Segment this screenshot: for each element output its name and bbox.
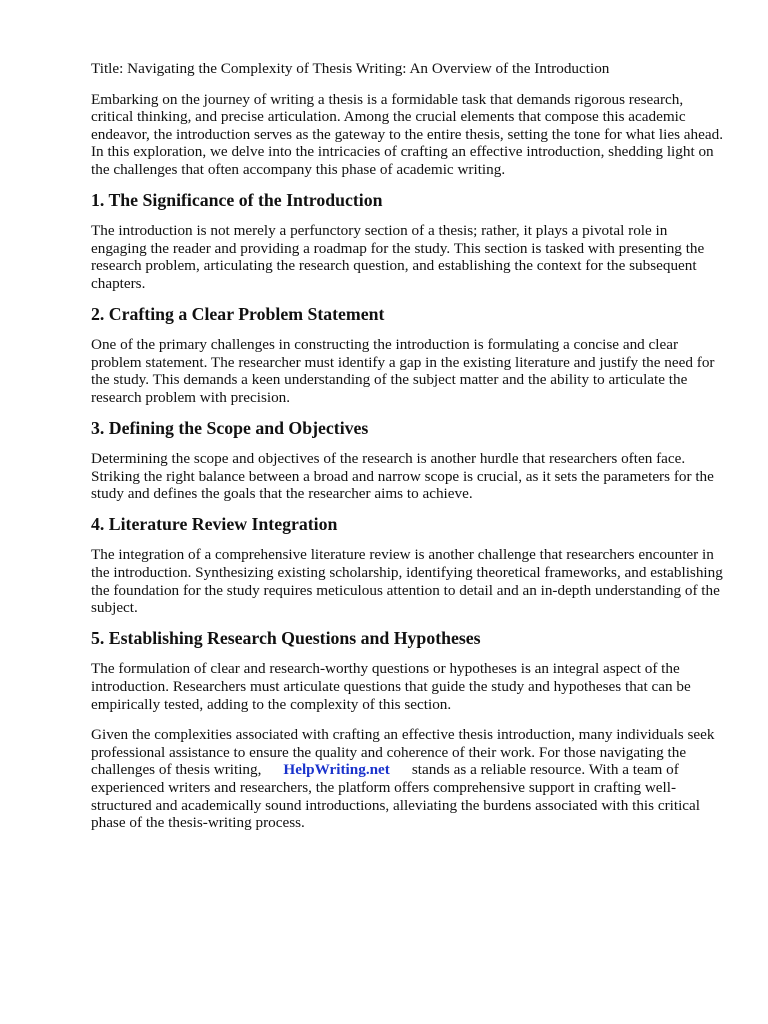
section-heading-1: 1. The Significance of the Introduction (91, 189, 383, 210)
document-page (91, 60, 723, 845)
closing-text-before-link: Given the complexities associated with crafting an effective thesis introduction, many individuals seek professional assistance to ensure the quality and coherence of their work. For those navigating the challenges of thesis writing, (91, 726, 715, 779)
closing-paragraph (91, 726, 723, 832)
section-heading-3: 3. Defining the Scope and Objectives (91, 417, 369, 438)
section-body-3: Determining the scope and objectives of the research is another hurdle that researchers often face. Striking the right balance between a broad and narrow scope is crucial, as it sets the parameters for the study and defines the goals that the researcher aims to achieve. (91, 450, 714, 503)
helpwriting-link[interactable]: HelpWriting.net (283, 761, 390, 779)
closing-text-after-link: stands as a reliable resource. With a team of experienced writers and researchers, the platform offers comprehensive support in crafting well-structured and academically sound introductions, alleviating the burdens associated with this critical phase of the thesis-writing process. (91, 761, 701, 832)
section-heading-5: 5. Establishing Research Questions and Hypotheses (91, 627, 481, 648)
section-heading-2: 2. Crafting a Clear Problem Statement (91, 303, 385, 324)
section-heading-4: 4. Literature Review Integration (91, 513, 338, 534)
section-body-5: The formulation of clear and research-worthy questions or hypotheses is an integral aspect of the introduction. Researchers must articulate questions that guide the study and hypotheses that can be empirically tested, adding to the complexity of this section. (91, 660, 691, 713)
document-title: Title: Navigating the Complexity of Thesis Writing: An Overview of the Introduction (91, 60, 610, 77)
section-body-1: The introduction is not merely a perfunctory section of a thesis; rather, it plays a pivotal role in engaging the reader and providing a roadmap for the study. This section is tasked with presenting the research problem, articulating the research question, and establishing the context for the subsequent chapters. (91, 222, 705, 292)
section-body-4: The integration of a comprehensive literature review is another challenge that researchers encounter in the introduction. Synthesizing existing scholarship, identifying theoretical frameworks, and establishing the foundation for the study requires meticulous attention to detail and an in-depth understanding of the subject. (91, 546, 723, 617)
intro-paragraph: Embarking on the journey of writing a thesis is a formidable task that demands rigorous research, critical thinking, and precise articulation. Among the crucial elements that compose this academic endeavor, the introduction serves as the gateway to the entire thesis, setting the tone for what lies ahead. In this exploration, we delve into the intricacies of crafting an effective introduction, shedding light on the challenges that often accompany this phase of academic writing. (91, 90, 724, 178)
section-body-2: One of the primary challenges in constructing the introduction is formulating a concise and clear problem statement. The researcher must identify a gap in the existing literature and justify the need for the study. This demands a keen understanding of the subject matter and the ability to articulate the research problem with precision. (91, 336, 715, 406)
